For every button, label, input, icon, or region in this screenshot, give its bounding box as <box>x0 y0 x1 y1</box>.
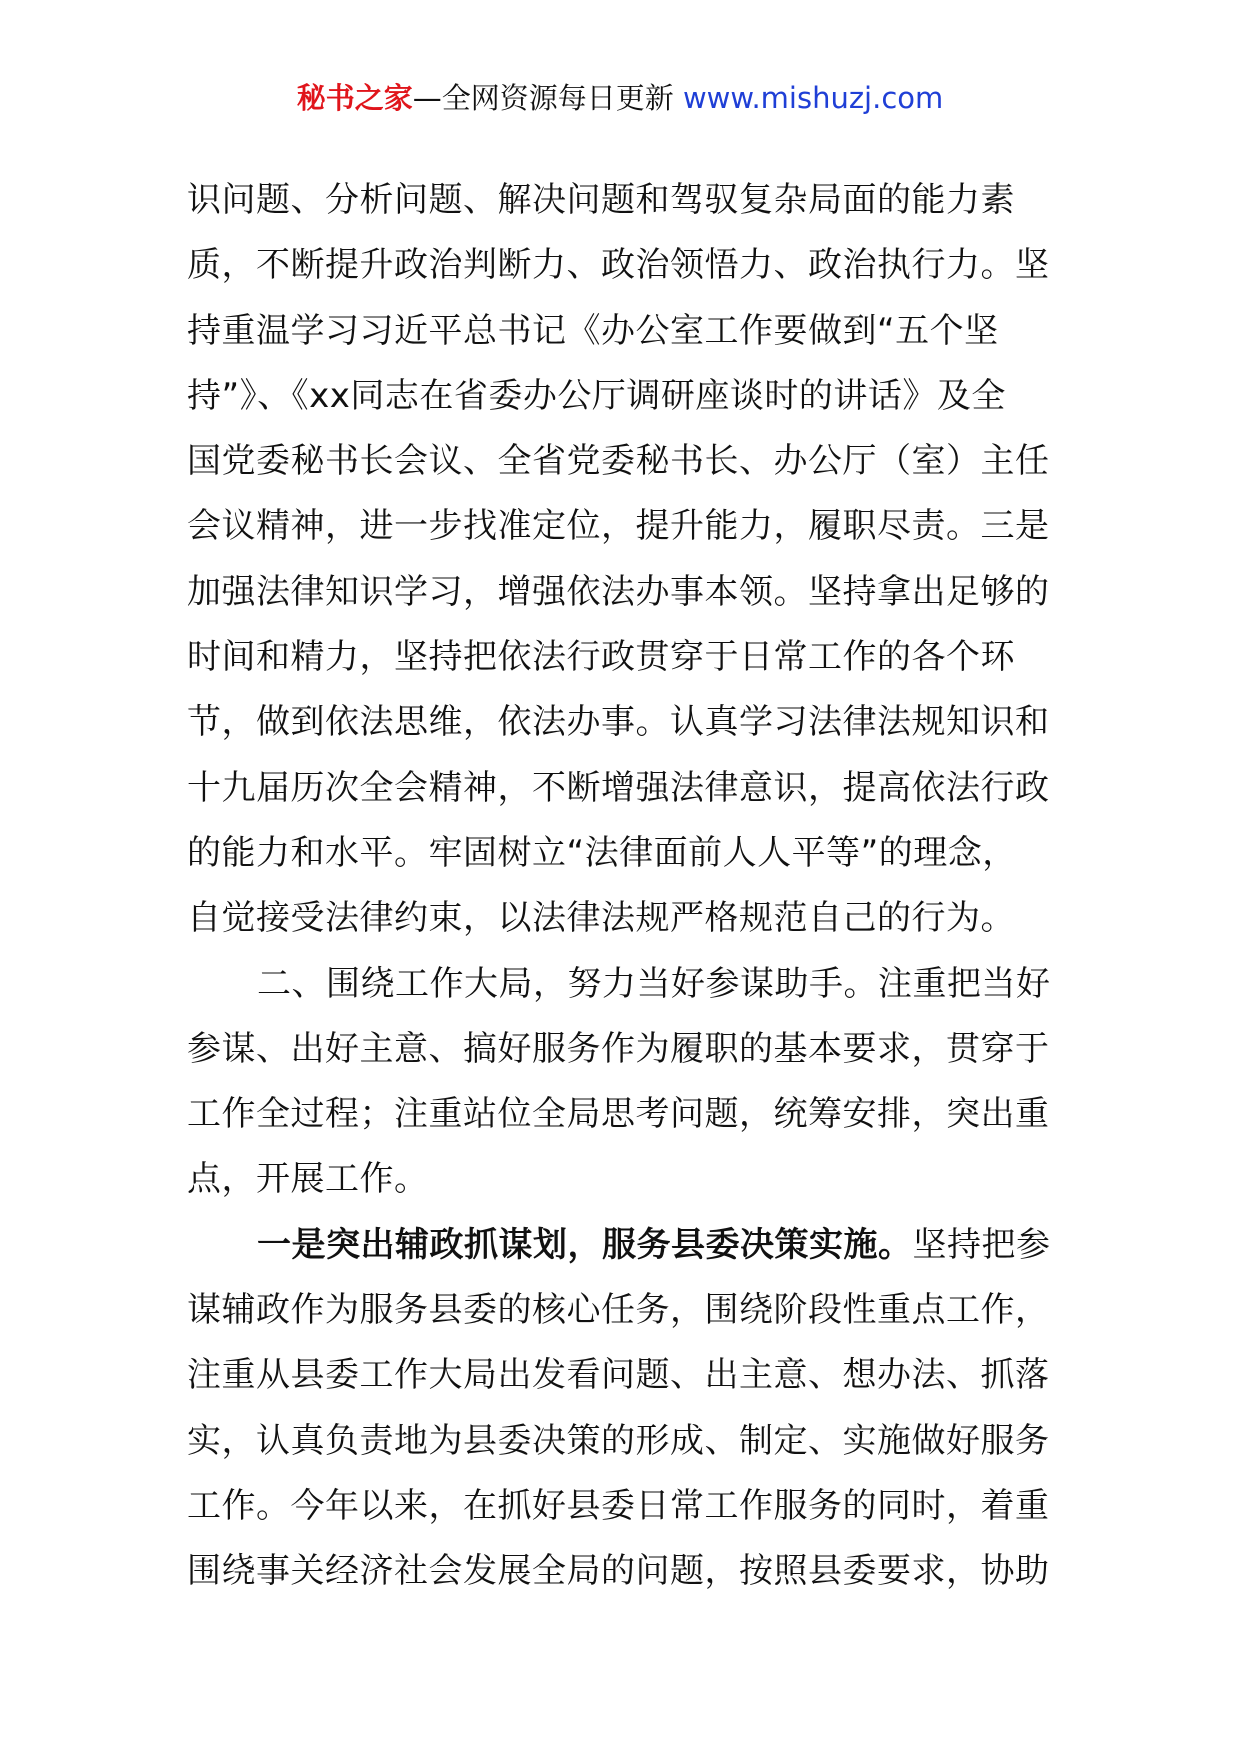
site-url-link[interactable]: www.mishuzj.com <box>682 81 944 115</box>
body-line: 加强法律知识学习，增强依法办事本领。坚持拿出足够的 <box>187 571 1050 612</box>
site-header-banner <box>0 78 1240 118</box>
header-tagline: —全网资源每日更新 <box>412 81 683 115</box>
body-line: 注重从县委工作大局出发看问题、出主意、想办法、抓落 <box>187 1355 1050 1396</box>
body-line: 工作全过程；注重站位全局思考问题，统筹安排，突出重 <box>187 1094 1050 1135</box>
brand-name: 秘书之家 <box>296 81 413 115</box>
body-line: 点，开展工作。 <box>187 1159 429 1200</box>
body-line: 节，做到依法思维，依法办事。认真学习法律法规知识和 <box>187 702 1050 743</box>
subsection-lead-text: 坚持把参 <box>912 1224 1051 1265</box>
body-line: 国党委秘书长会议、全省党委秘书长、办公厅（室）主任 <box>187 441 1050 482</box>
body-line: 识问题、分析问题、解决问题和驾驭复杂局面的能力素 <box>187 180 1015 220</box>
subsection-heading: 一是突出辅政抓谋划，服务县委决策实施。 <box>257 1224 913 1265</box>
body-line: 参谋、出好主意、搞好服务作为履职的基本要求，贯穿于 <box>187 1028 1050 1069</box>
body-line: 质，不断提升政治判断力、政治领悟力、政治执行力。坚 <box>187 245 1050 286</box>
body-line: 谋辅政作为服务县委的核心任务，围绕阶段性重点工作， <box>187 1290 1050 1331</box>
body-line: 时间和精力，坚持把依法行政贯穿于日常工作的各个环 <box>187 637 1015 678</box>
body-line: 持”》、《xx同志在省委办公厅调研座谈时的讲话》及全 <box>187 375 1006 416</box>
body-line: 的能力和水平。牢固树立“法律面前人人平等”的理念， <box>187 832 1017 873</box>
section-heading-line: 二、围绕工作大局，努力当好参谋助手。注重把当好 <box>257 963 1051 1004</box>
body-line: 围绕事关经济社会发展全局的问题，按照县委要求，协助 <box>187 1551 1050 1592</box>
body-line: 会议精神，进一步找准定位，提升能力，履职尽责。三是 <box>187 506 1050 547</box>
body-line: 实，认真负责地为县委决策的形成、制定、实施做好服务 <box>187 1420 1050 1461</box>
subsection-line <box>187 1213 1067 1278</box>
body-line: 工作。今年以来，在抓好县委日常工作服务的同时，着重 <box>187 1485 1050 1526</box>
body-line: 十九届历次全会精神，不断增强法律意识，提高依法行政 <box>187 767 1050 808</box>
body-line: 自觉接受法律约束，以法律法规严格规范自己的行为。 <box>187 898 1015 939</box>
document-body <box>187 168 1067 1605</box>
body-line: 持重温学习习近平总书记《办公室工作要做到“五个坚 <box>187 310 999 351</box>
